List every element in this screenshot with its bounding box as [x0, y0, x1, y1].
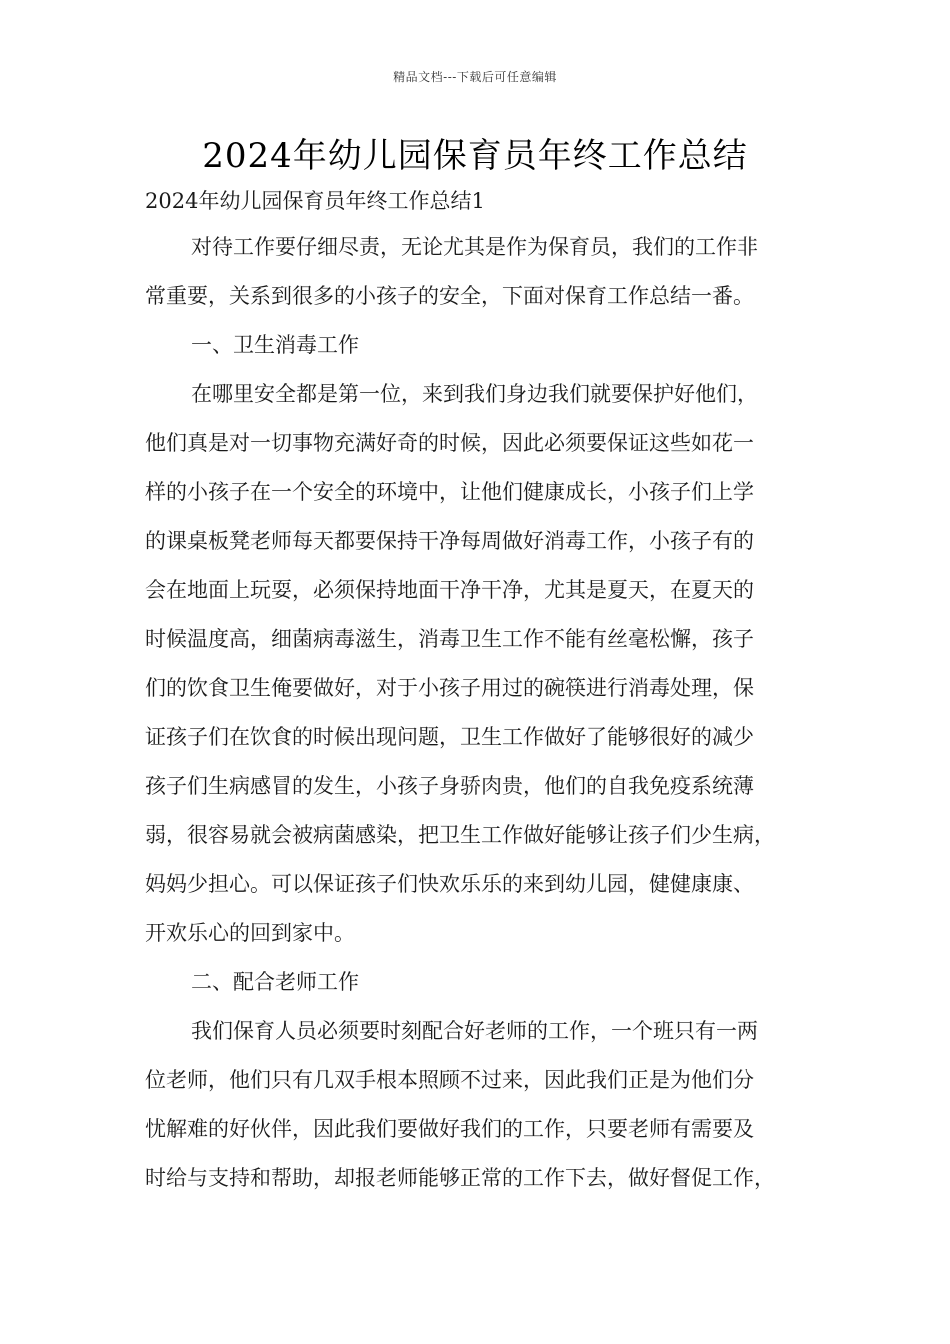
- paragraph-line: 对待工作要仔细尽责，无论尤其是作为保育员，我们的工作非: [191, 235, 758, 259]
- paragraph-line: 在哪里安全都是第一位，来到我们身边我们就要保护好他们，: [191, 382, 758, 406]
- paragraph-line: 开欢乐心的回到家中。: [145, 921, 355, 945]
- section-heading: 一、卫生消毒工作: [191, 333, 359, 357]
- paragraph-line: 他们真是对一切事物充满好奇的时候，因此必须要保证这些如花一: [145, 431, 754, 455]
- paragraph-line: 会在地面上玩耍，必须保持地面干净干净，尤其是夏天，在夏天的: [145, 578, 754, 602]
- paragraph-line: 忧解难的好伙伴，因此我们要做好我们的工作，只要老师有需要及: [145, 1117, 754, 1141]
- section-subtitle: 2024年幼儿园保育员年终工作总结1: [145, 189, 485, 213]
- paragraph-line: 妈妈少担心。可以保证孩子们快欢乐乐的来到幼儿园，健健康康、: [145, 872, 754, 896]
- document-body: [145, 183, 817, 1209]
- paragraph-line: 常重要，关系到很多的小孩子的安全，下面对保育工作总结一番。: [145, 284, 754, 308]
- paragraph-line: 证孩子们在饮食的时候出现问题，卫生工作做好了能够很好的减少: [145, 725, 754, 749]
- paragraph-line: 样的小孩子在一个安全的环境中，让他们健康成长，小孩子们上学: [145, 480, 754, 504]
- section-heading: 二、配合老师工作: [191, 970, 359, 994]
- paragraph-line: 弱，很容易就会被病菌感染，把卫生工作做好能够让孩子们少生病，: [145, 823, 775, 847]
- paragraph-line: 时给与支持和帮助，却报老师能够正常的工作下去，做好督促工作，: [145, 1166, 775, 1190]
- paragraph-line: 们的饮食卫生俺要做好，对于小孩子用过的碗筷进行消毒处理，保: [145, 676, 754, 700]
- paragraph-line: 的课桌板凳老师每天都要保持干净每周做好消毒工作，小孩子有的: [145, 529, 754, 553]
- header-note: 精品文档---下载后可任意编辑: [393, 70, 557, 84]
- paragraph-line: 时候温度高，细菌病毒滋生，消毒卫生工作不能有丝毫松懈，孩子: [145, 627, 754, 651]
- paragraph-line: 孩子们生病感冒的发生，小孩子身骄肉贵，他们的自我免疫系统薄: [145, 774, 754, 798]
- paragraph-line: 位老师，他们只有几双手根本照顾不过来，因此我们正是为他们分: [145, 1068, 754, 1092]
- document-title: 2024年幼儿园保育员年终工作总结: [202, 136, 748, 176]
- paragraph-line: 我们保育人员必须要时刻配合好老师的工作，一个班只有一两: [191, 1019, 758, 1043]
